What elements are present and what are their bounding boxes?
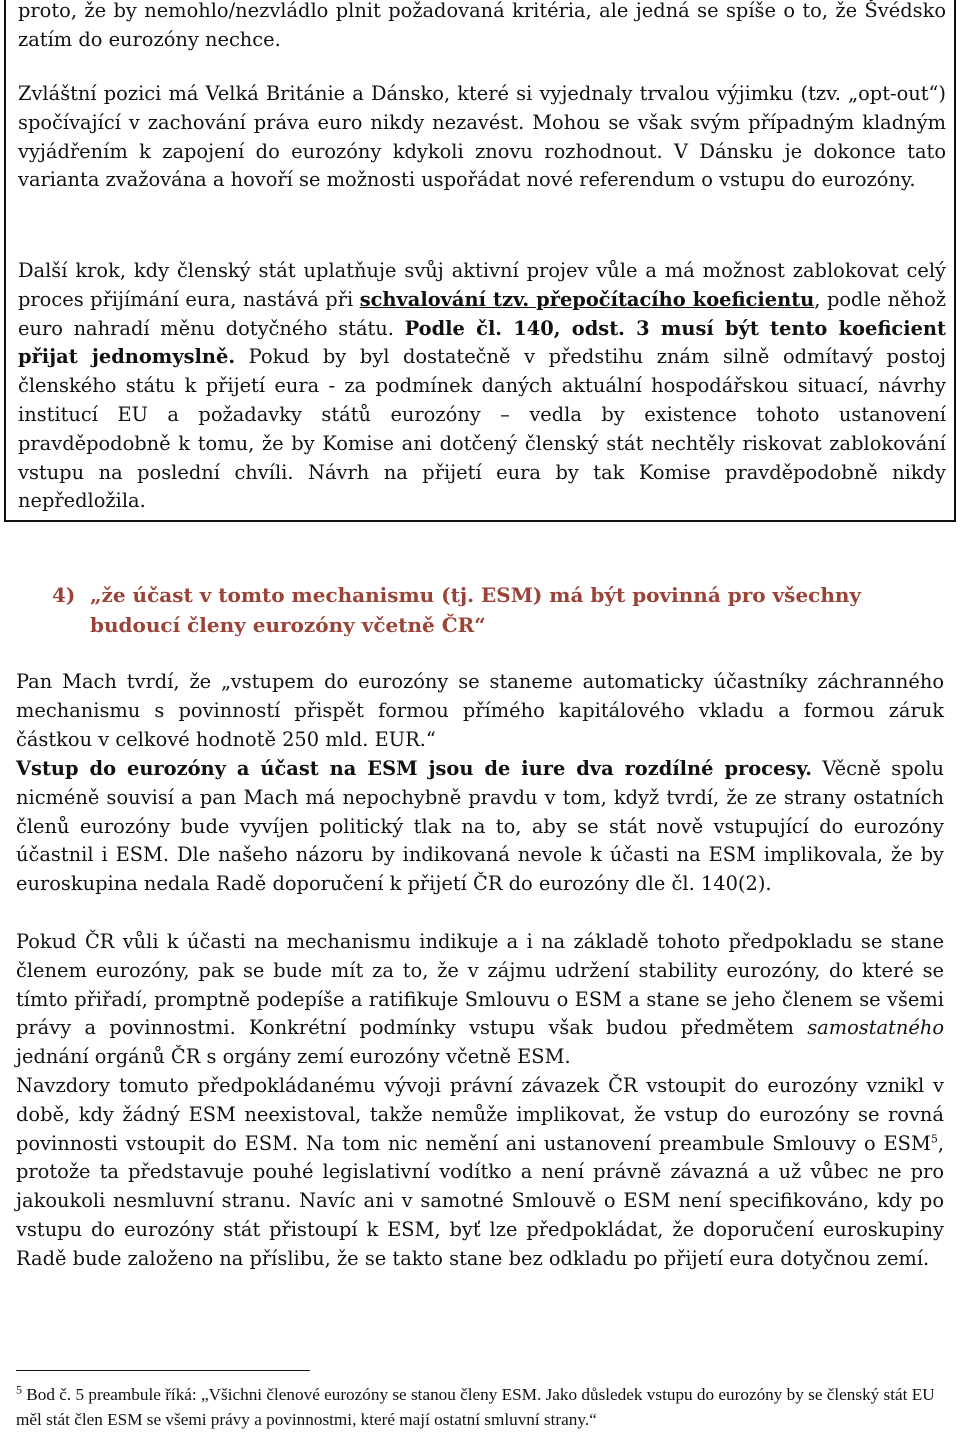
footnote-reference[interactable]: 5 [930, 1132, 938, 1146]
box-paragraph-1: proto, že by nemohlo/nezvládlo plnit požadovaná kritéria, ale jedná se spíše o to, že Švédsko zatím do eurozóny nechce. [18, 0, 946, 51]
heading-line-1: „že účast v tomto mechanismu (tj. ESM) má být povinná pro všechny [90, 583, 862, 607]
footnote-separator [16, 1370, 310, 1371]
heading-number: 4) [52, 583, 76, 607]
conversion-coefficient-underline: schvalování tzv. přepočítacího koeficientu [359, 287, 815, 311]
heading-line-2: budoucí členy eurozóny včetně ČR“ [90, 613, 486, 637]
box-paragraph-2: Zvláštní pozici má Velká Británie a Dánsko, které si vyjednaly trvalou výjimku (tzv. „opt-out“) spočívající v zachování práva euro nikdy nezavést. Mohou se však svým případným kladným vyjádřením k zapojení do eurozóny kdykoli znovu rozhodnout. V Dánsku je dokonce tato varianta zvažována a hovoří se možnosti uspořádat nové referendum o vstupu do eurozóny. [18, 82, 946, 192]
body-paragraph-4: Navzdory tomuto předpokládanému vývoji právní závazek ČR vstoupit do eurozóny vznikl v době, kdy žádný ESM neexistoval, takže nemůže implikovat, že vstup do eurozóny se rovná povinnosti vstoupit do ESM. Na tom nic nemění ani ustanovení preambule Smlouvy o ESM$^5$, protože ta představuje pouhé legislativní vodítko a není právně závazná a už vůbec ne pro jakoukoli nesmluvní stranu. Navíc ani v samotné Smlouvě o ESM není specifikováno, kdy po vstupu do eurozóny stát přistoupí k ESM, byť lze předpokládat, že doporučení euroskupiny Radě bude založeno na příslibu, že se takto stane bez odkladu po přijetí eura dotyčnou zemí. [16, 1074, 944, 1270]
body-paragraph-3: Pokud ČR vůli k účasti na mechanismu indikuje a i na základě tohoto předpokladu se stane členem eurozóny, pak se bude mít za to, že v zájmu udržení stability eurozóny, do které se tímto přiřadí, promptně podepíše a ratifikuje Smlouvu o ESM a stane se jeho členem se všemi právy a povinnostmi. Konkrétní podmínky vstupu však budou předmětem samostatného jednání orgánů ČR s orgány zemí eurozóny včetně ESM. [16, 930, 944, 1069]
key-statement: Vstup do eurozóny a účast na ESM jsou de iure dva rozdílné procesy. [16, 757, 813, 780]
unanimity-statement: Podle čl. 140, odst. 3 musí být tento koeficient přijat jednomyslně. [18, 316, 946, 369]
bordered-text-box [4, 0, 956, 522]
footnote [16, 1382, 946, 1432]
footnote-number: 5 [16, 1382, 22, 1397]
footnote-text: Bod č. 5 preambule říká: „Všichni členové eurozóny se stanou členy ESM. Jako důsledek vstupu do eurozóny by se členský stát EU měl stát člen ESM se všemi právy a povinnostmi, které mají ostatní smluvní strany.“ [16, 1385, 935, 1429]
section-heading [52, 580, 944, 640]
body-paragraph-2: Vstup do eurozóny a účast na ESM jsou de iure dva rozdílné procesy. Věcně spolu nicméně souvisí a pan Mach má nepochybně pravdu v tom, když tvrdí, že ze strany ostatních členů eurozóny bude vyvíjen politický tlak na to, aby se stát nově vstupující do eurozóny účastnil i ESM. Dle našeho názoru by indikovaná nevole k účasti na ESM implikovala, že by euroskupina nedala Radě doporučení k přijetí ČR do eurozóny dle čl. 140(2). [16, 757, 945, 896]
body-paragraph-1: Pan Mach tvrdí, že „vstupem do eurozóny se staneme automaticky účastníky záchranného mechanismu s povinností přispět formou přímého kapitálového vkladu a formou záruk částkou v celkové hodnotě 250 mld. EUR.“ [16, 670, 944, 751]
box-paragraph-3: Další krok, kdy členský stát uplatňuje svůj aktivní projev vůle a má možnost zablokovat celý proces přijímání eura, nastává při schvalování tzv. přepočítacího koeficientu, podle něhož euro nahradí měnu dotyčného státu. Podle čl. 140, odst. 3 musí být tento koeficient přijat jednomyslně. Pokud by byl dostatečně v předstihu znám silně odmítavý postoj členského státu k přijetí eura - za podmínek daných aktuální hospodářskou situací, návrhy institucí EU a požadavky států eurozóny – vedla by existence tohoto ustanovení pravděpodobně k tomu, že by Komise ani dotčený členský stát nechtěly riskovat zablokování vstupu na poslední chvíli. Návrh na přijetí eura by tak Komise pravděpodobně nikdy nepředložila. [18, 259, 947, 513]
